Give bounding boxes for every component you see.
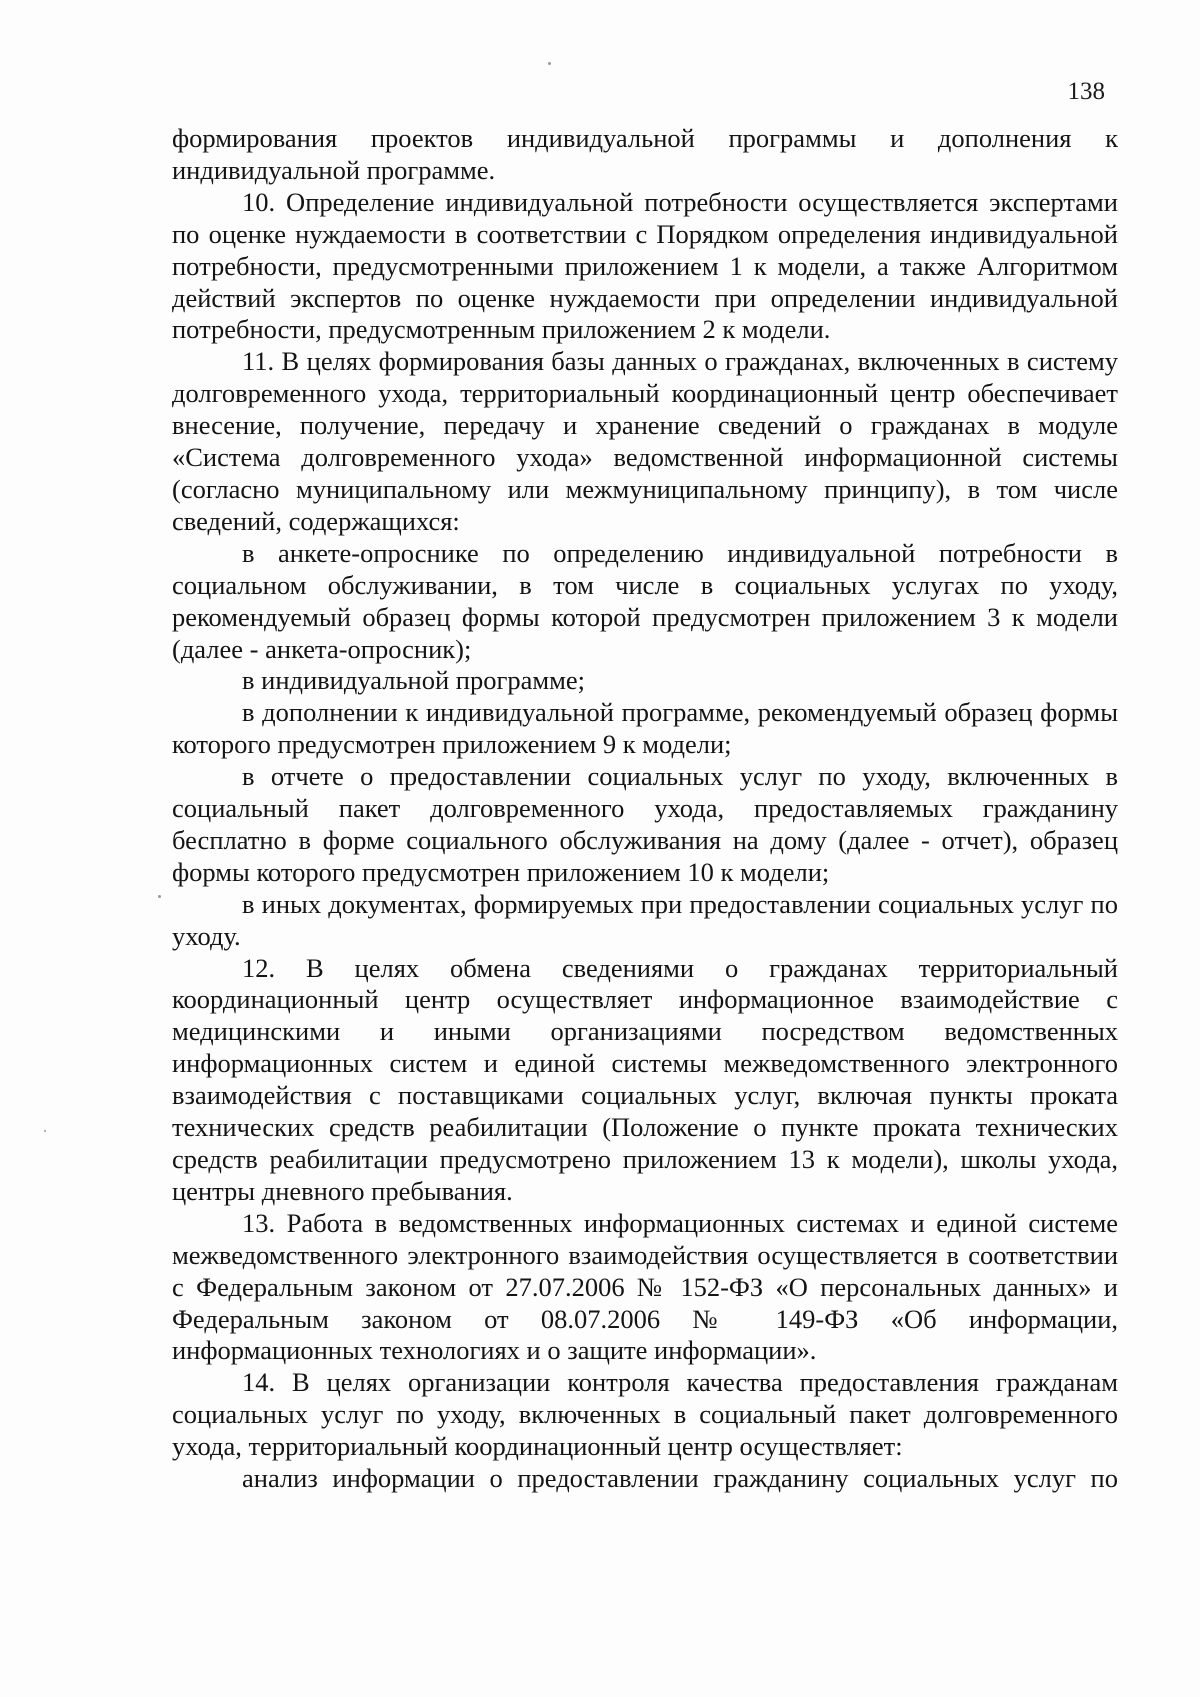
list-item-other-documents: в иных документах, формируемых при предоставлении социальных услуг по уходу. bbox=[172, 888, 1118, 951]
paragraph-10: 10. Определение индивидуальной потребности осуществляется экспертами по оценке нуждаемости в соответствии с Порядком определения индивидуальной потребности, предусмотренными приложением 1 к модели, а также Алгоритмом действий экспертов по оценке нуждаемости при определении индивидуальной потребности, предусмотренным приложением 2 к модели. bbox=[172, 186, 1118, 345]
list-item-analysis: анализ информации о предоставлении гражданину социальных услуг по bbox=[242, 1463, 1118, 1494]
list-item-program-supplement: в дополнении к индивидуальной программе, рекомендуемый образец формы которого предусмотрен приложением 9 к модели; bbox=[172, 697, 1118, 760]
paragraph-13: 13. Работа в ведомственных информационных системах и единой системе межведомственного электронного взаимодействия осуществляется в соответствии с Федеральным законом от 27.07.2006 № 152-ФЗ «О персональных данных» и Федеральным законом от 08.07.2006 № 149-ФЗ «Об информации, информационных технологиях и о защите информации». bbox=[172, 1207, 1118, 1366]
scan-speck bbox=[548, 62, 551, 65]
paragraph-11: 11. В целях формирования базы данных о гражданах, включенных в систему долговременного ухода, территориальный координационный центр обеспечивает внесение, получение, передачу и хранение сведений о гражданах в модуле «Система долговременного ухода» ведомственной информационной системы (согласно муниципальному или межмуниципальному принципу), в том числе сведений, содержащихся: bbox=[172, 346, 1118, 536]
list-item-individual-program: в индивидуальной программе; bbox=[242, 665, 586, 696]
paragraph-14: 14. В целях организации контроля качества предоставления гражданам социальных услуг по уходу, включенных в социальный пакет долговременного ухода, территориальный координационный центр осуществляет: bbox=[172, 1367, 1118, 1462]
paragraph-12: 12. В целях обмена сведениями о гражданах территориальный координационный центр осуществляет информационное взаимодействие с медицинскими и иными организациями посредством ведомственных информационных систем и единой системы межведомственного электронного взаимодействия с поставщиками социальных услуг, включая пункты проката технических средств реабилитации (Положение о пункте проката технических средств реабилитации предусмотрено приложением 13 к модели), школы ухода, центры дневного пребывания. bbox=[172, 952, 1118, 1206]
list-item-questionnaire: в анкете-опроснике по определению индивидуальной потребности в социальном обслуживании, в том числе в социальных услугах по уходу, рекомендуемый образец формы которой предусмотрен приложением 3 к модели (далее - анкета-опросник); bbox=[172, 537, 1118, 664]
scan-speck bbox=[158, 895, 161, 898]
page-number: 138 bbox=[1067, 78, 1105, 105]
document-body bbox=[172, 123, 1118, 1495]
paragraph-continuation: формирования проектов индивидуальной программы и дополнения к индивидуальной программе. bbox=[172, 123, 1118, 185]
list-item-report: в отчете о предоставлении социальных услуг по уходу, включенных в социальный пакет долговременного ухода, предоставляемых гражданину бесплатно в форме социального обслуживания на дому (далее - отчет), образец формы которого предусмотрен приложением 10 к модели; bbox=[172, 761, 1118, 887]
scan-speck bbox=[44, 1130, 46, 1132]
